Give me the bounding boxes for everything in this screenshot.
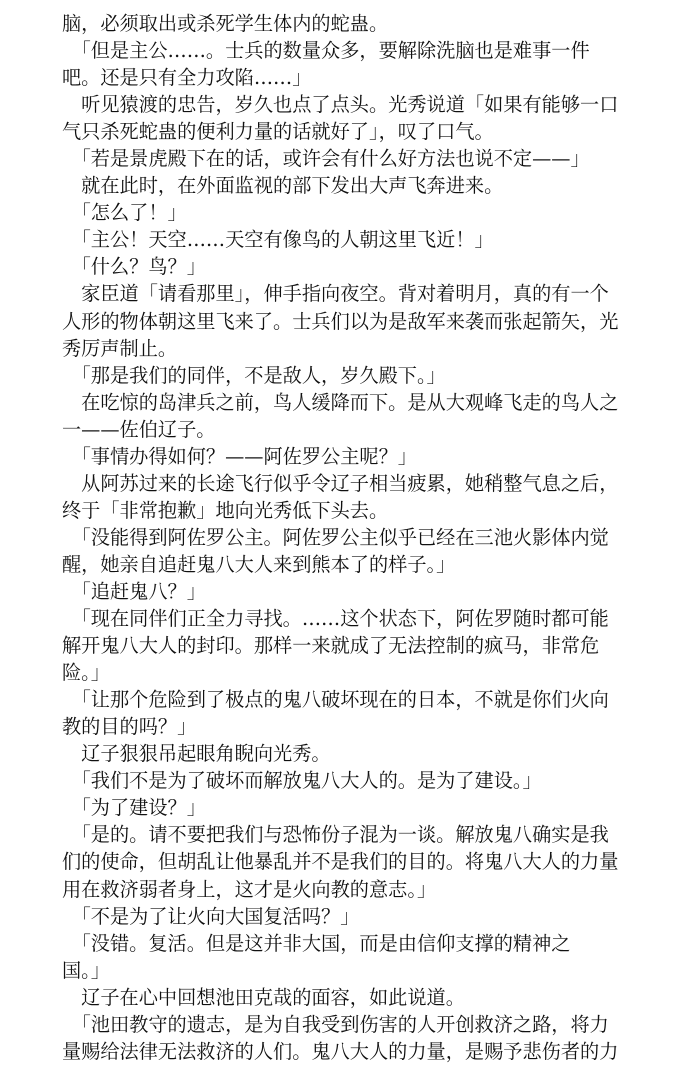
text-line: 「但是主公……。士兵的数量众多，要解除洗脑也是难事一件 bbox=[62, 39, 590, 63]
text-line: 在吃惊的岛津兵之前，鸟人缓降而下。是从大观峰飞走的鸟人之 bbox=[62, 390, 619, 414]
text-line: 「是的。请不要把我们与恐怖份子混为一谈。解放鬼八确实是我 bbox=[62, 823, 609, 847]
text-line: 「若是景虎殿下在的话，或许会有什么好方法也说不定——」 bbox=[62, 147, 590, 171]
text-line: 从阿苏过来的长途飞行似乎令辽子相当疲累，她稍整气息之后， bbox=[62, 471, 619, 495]
text-line: 「现在同伴们正全力寻找。……这个状态下，阿佐罗随时都可能 bbox=[62, 607, 609, 631]
text-line: 醒，她亲自追赶鬼八大人来到熊本了的样子。」 bbox=[62, 552, 456, 576]
text-line: 吧。还是只有全力攻陷……」 bbox=[62, 66, 312, 90]
text-line: 「那是我们的同伴，不是敌人，岁久殿下。」 bbox=[62, 363, 446, 387]
text-line: 脑，必须取出或杀死学生体内的蛇蛊。 bbox=[62, 12, 389, 35]
text-line: 「池田教守的遗志，是为自我受到伤害的人开创救济之路，将力 bbox=[62, 1012, 609, 1036]
text-line: 用在救济弱者身上，这才是火向教的意志。」 bbox=[62, 877, 437, 901]
text-line: 「为了建设？」 bbox=[62, 796, 206, 820]
text-line: 听见猿渡的忠告，岁久也点了点头。光秀说道「如果有能够一口 bbox=[62, 93, 619, 117]
text-line: 「主公！天空……天空有像鸟的人朝这里飞近！」 bbox=[62, 228, 494, 252]
text-line: 辽子在心中回想池田克哉的面容，如此说道。 bbox=[62, 985, 465, 1009]
text-line: 「没错。复活。但是这并非大国，而是由信仰支撑的精神之 bbox=[62, 931, 571, 955]
text-line: 就在此时，在外面监视的部下发出大声飞奔进来。 bbox=[62, 174, 504, 198]
text-line: 秀厉声制止。 bbox=[62, 336, 178, 360]
text-line: 「让那个危险到了极点的鬼八破坏现在的日本，不就是你们火向 bbox=[62, 688, 609, 712]
text-line: 们的使命，但胡乱让他暴乱并不是我们的目的。将鬼八大人的力量 bbox=[62, 850, 619, 874]
text-line: 量赐给法律无法救济的人们。鬼八大人的力量，是赐予悲伤者的力 bbox=[62, 1039, 619, 1063]
text-line: 国。」 bbox=[62, 958, 110, 982]
text-line: 「事情办得如何？——阿佐罗公主呢？」 bbox=[62, 444, 417, 468]
text-line: 解开鬼八大人的封印。那样一来就成了无法控制的疯马，非常危 bbox=[62, 634, 600, 658]
text-line: 「怎么了！」 bbox=[62, 201, 187, 225]
text-line: 「追赶鬼八？」 bbox=[62, 579, 206, 603]
text-line: 人形的物体朝这里飞来了。士兵们以为是敌军来袭而张起箭矢，光 bbox=[62, 309, 619, 333]
text-line: 家臣道「请看那里」，伸手指向夜空。背对着明月，真的有一个 bbox=[62, 282, 609, 306]
text-line: 「没能得到阿佐罗公主。阿佐罗公主似乎已经在三池火影体内觉 bbox=[62, 525, 609, 549]
text-line: 一——佐伯辽子。 bbox=[62, 417, 216, 441]
text-line: 辽子狠狠吊起眼角睨向光秀。 bbox=[62, 742, 331, 766]
text-line: 「不是为了让火向大国复活吗？」 bbox=[62, 904, 360, 928]
novel-page-text bbox=[62, 10, 638, 1065]
text-line: 「什么？鸟？」 bbox=[62, 255, 206, 279]
text-line: 险。」 bbox=[62, 661, 110, 685]
text-line: 教的目的吗？」 bbox=[62, 715, 197, 739]
text-line: 「我们不是为了破坏而解放鬼八大人的。是为了建设。」 bbox=[62, 769, 542, 793]
text-line: 终于「非常抱歉」地向光秀低下头去。 bbox=[62, 498, 389, 522]
text-line: 气只杀死蛇蛊的便利力量的话就好了」，叹了口气。 bbox=[62, 120, 494, 144]
